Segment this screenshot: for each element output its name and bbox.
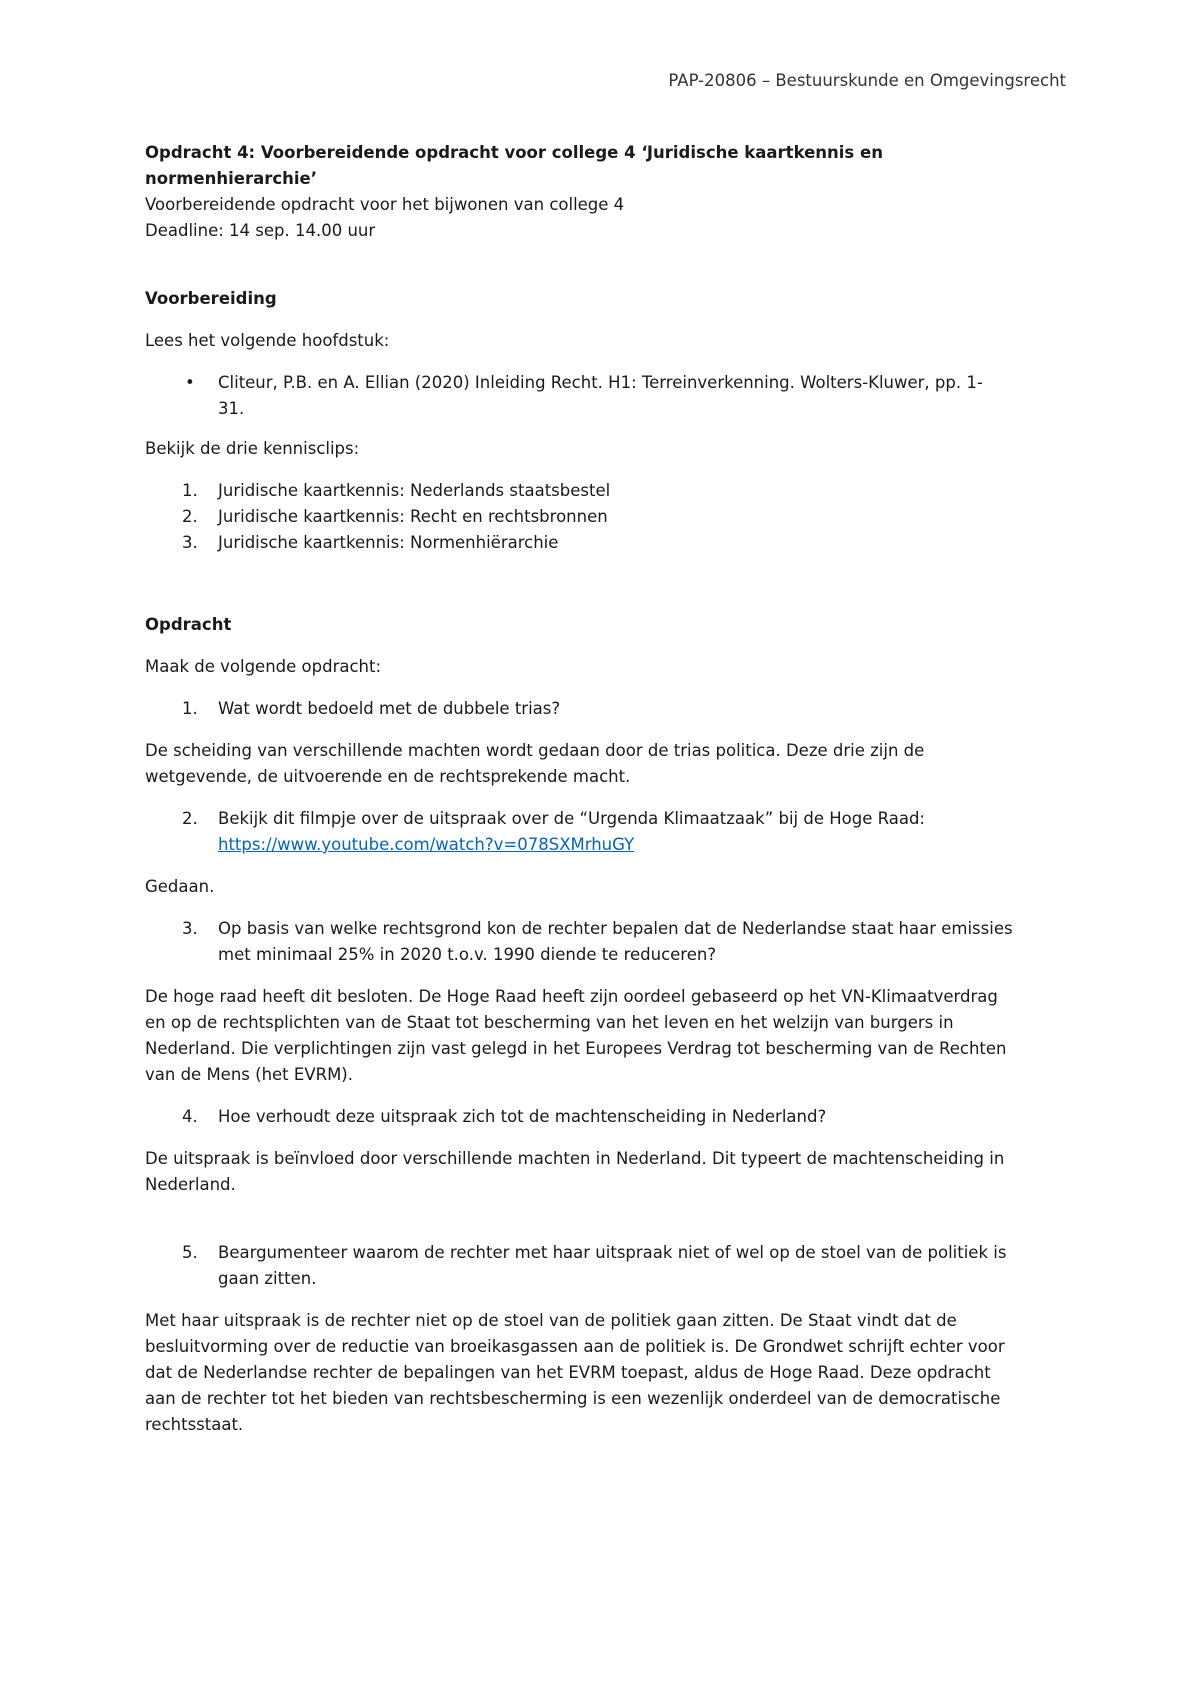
reading-item-line2: 31. (218, 399, 245, 418)
list-number: 1. (182, 481, 198, 500)
answer-line: Nederland. (145, 1175, 236, 1194)
clip-title: Juridische kaartkennis: Normenhiërarchie (218, 533, 559, 552)
answer-2: Gedaan. (145, 877, 215, 896)
list-number: 2. (182, 507, 198, 526)
answer-line: Met haar uitspraak is de rechter niet op de stoel van de politiek gaan zitten. De Staat vindt dat de (145, 1311, 957, 1330)
section-heading-opdracht: Opdracht (145, 615, 232, 634)
question-1 (145, 696, 1060, 722)
clip-title: Juridische kaartkennis: Recht en rechtsbronnen (218, 507, 608, 526)
answer-line: rechtsstaat. (145, 1415, 244, 1434)
answer-5 (145, 1308, 1060, 1438)
answer-line: en op de rechtsplichten van de Staat tot bescherming van het leven en het welzijn van burgers in (145, 1013, 954, 1032)
assignment-intro: Maak de volgende opdracht: (145, 657, 382, 676)
bullet-marker: • (185, 373, 195, 392)
question-3 (145, 916, 1060, 968)
list-item (145, 478, 1060, 504)
answer-line: Nederland. Die verplichtingen zijn vast gelegd in het Europees Verdrag tot bescherming van de Rechten (145, 1039, 1007, 1058)
answer-line: De hoge raad heeft dit besloten. De Hoge Raad heeft zijn oordeel gebaseerd op het VN-Klimaatverdrag (145, 987, 998, 1006)
answer-line: besluitvorming over de reductie van broeikasgassen aan de politiek is. De Grondwet schrijft echter voor (145, 1337, 1005, 1356)
question-number: 3. (182, 919, 198, 938)
question-number: 5. (182, 1243, 198, 1262)
question-text: Hoe verhoudt deze uitspraak zich tot de machtenscheiding in Nederland? (218, 1107, 827, 1126)
section-heading-voorbereiding: Voorbereiding (145, 289, 277, 308)
question-text: Wat wordt bedoeld met de dubbele trias? (218, 699, 561, 718)
answer-line: wetgevende, de uitvoerende en de rechtsprekende macht. (145, 767, 631, 786)
list-item (145, 504, 1060, 530)
question-text: Bekijk dit filmpje over de uitspraak over de “Urgenda Klimaatzaak” bij de Hoge Raad: (218, 809, 925, 828)
answer-4 (145, 1146, 1060, 1198)
youtube-link[interactable]: https://www.youtube.com/watch?v=078SXMrhuGY (218, 835, 635, 854)
question-4 (145, 1104, 1060, 1130)
answer-line: van de Mens (het EVRM). (145, 1065, 353, 1084)
answer-line: De scheiding van verschillende machten wordt gedaan door de trias politica. Deze drie zijn de (145, 741, 925, 760)
question-number: 4. (182, 1107, 198, 1126)
reading-list-item (145, 370, 1060, 422)
question-text: met minimaal 25% in 2020 t.o.v. 1990 diende te reduceren? (218, 945, 717, 964)
question-number: 1. (182, 699, 198, 718)
question-5 (145, 1240, 1060, 1292)
clips-list (145, 478, 1060, 556)
reading-intro: Lees het volgende hoofdstuk: (145, 331, 390, 350)
assignment-title-line2: normenhierarchie’ (145, 169, 317, 188)
question-number: 2. (182, 809, 198, 828)
question-2 (145, 806, 1060, 858)
assignment-subtitle: Voorbereidende opdracht voor het bijwonen van college 4 (145, 195, 625, 214)
document-body (145, 140, 1060, 1438)
clips-intro: Bekijk de drie kennisclips: (145, 439, 360, 458)
reading-item-line1: Cliteur, P.B. en A. Ellian (2020) Inleiding Recht. H1: Terreinverkenning. Wolters-Kluwer, pp. 1- (218, 373, 983, 392)
clip-title: Juridische kaartkennis: Nederlands staatsbestel (218, 481, 611, 500)
question-text: Beargumenteer waarom de rechter met haar uitspraak niet of wel op de stoel van de politiek is (218, 1243, 1007, 1262)
list-number: 3. (182, 533, 198, 552)
assignment-deadline: Deadline: 14 sep. 14.00 uur (145, 221, 376, 240)
answer-3 (145, 984, 1060, 1088)
assignment-title-line1: Opdracht 4: Voorbereidende opdracht voor college 4 ‘Juridische kaartkennis en (145, 143, 883, 162)
answer-line: dat de Nederlandse rechter de bepalingen van het EVRM toepast, aldus de Hoge Raad. Deze opdracht (145, 1363, 991, 1382)
list-item (145, 530, 1060, 556)
question-text: gaan zitten. (218, 1269, 317, 1288)
answer-1 (145, 738, 1060, 790)
answer-line: De uitspraak is beïnvloed door verschillende machten in Nederland. Dit typeert de machtenscheiding in (145, 1149, 1005, 1168)
answer-line: aan de rechter tot het bieden van rechtsbescherming is een wezenlijk onderdeel van de democratische (145, 1389, 1001, 1408)
page-header: PAP-20806 – Bestuurskunde en Omgevingsrecht (668, 71, 1066, 90)
question-text: Op basis van welke rechtsgrond kon de rechter bepalen dat de Nederlandse staat haar emissies (218, 919, 1013, 938)
